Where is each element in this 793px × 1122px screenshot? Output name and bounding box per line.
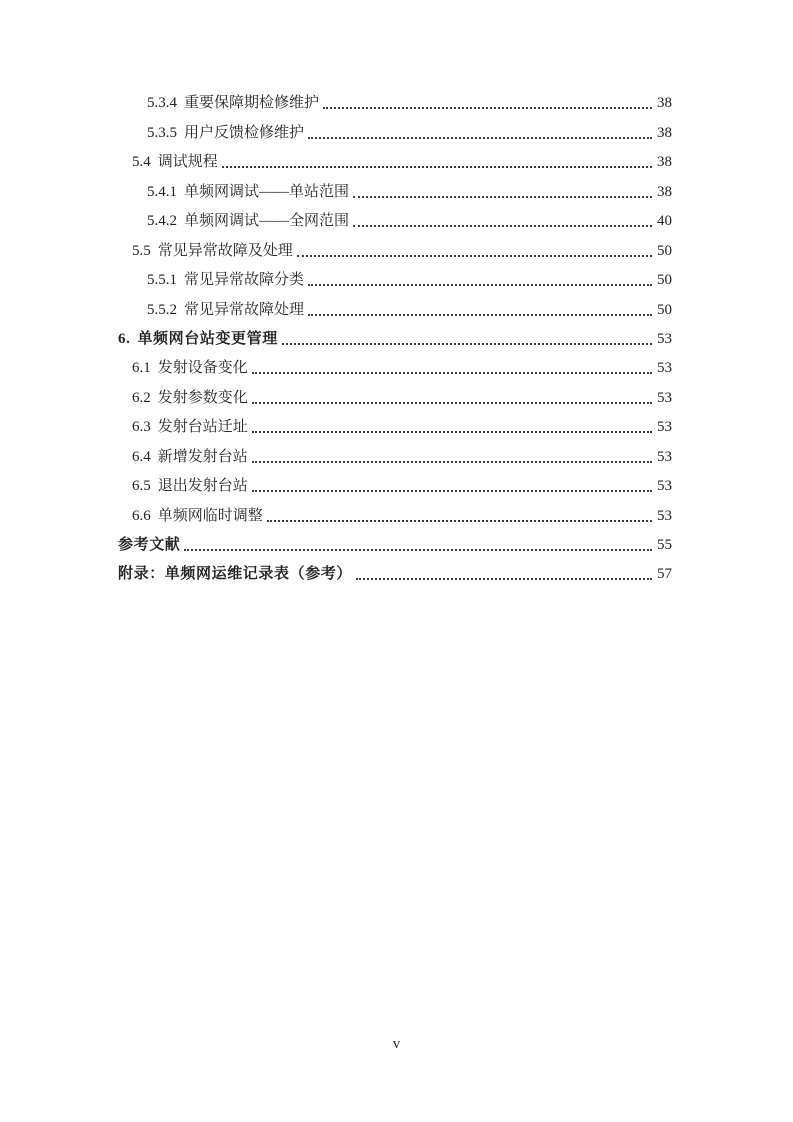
dot-leader xyxy=(252,402,652,404)
toc-entry-title: 单频网台站变更管理 xyxy=(137,330,278,347)
dot-leader xyxy=(267,520,652,522)
toc-entry-number: 6. xyxy=(118,330,131,347)
toc-entry xyxy=(118,497,672,526)
toc-entry-title: 发射设备变化 xyxy=(157,360,248,377)
toc-entry-number: 6.2 xyxy=(132,389,151,406)
toc-entry-number: 5.4.2 xyxy=(147,213,177,230)
toc-entry xyxy=(118,321,672,350)
toc-entry-number: 5.5 xyxy=(132,242,151,259)
toc-entry-page-number: 38 xyxy=(657,95,672,112)
toc-entry xyxy=(118,438,672,467)
dot-leader xyxy=(252,490,652,492)
toc-entry-number: 6.3 xyxy=(132,419,151,436)
toc-entry-page-number: 38 xyxy=(657,124,672,141)
toc-entry-page-number: 50 xyxy=(657,301,672,318)
toc-entry-title: 调试规程 xyxy=(157,154,218,171)
toc-entry xyxy=(118,468,672,497)
dot-leader xyxy=(308,314,652,316)
toc-entry-title: 附录：单频网运维记录表（参考） xyxy=(118,566,353,583)
toc-entry-page-number: 53 xyxy=(657,507,672,524)
dot-leader xyxy=(353,196,652,198)
toc-entry-page-number: 50 xyxy=(657,272,672,289)
toc-entry-title: 发射台站迁址 xyxy=(157,419,248,436)
toc-entry-page-number: 57 xyxy=(657,566,672,583)
toc-entry-number: 6.5 xyxy=(132,478,151,495)
dot-leader xyxy=(184,549,652,551)
dot-leader xyxy=(356,578,652,580)
toc-entry-title: 常见异常故障处理 xyxy=(184,301,305,318)
toc-entry xyxy=(118,350,672,379)
toc-entry-number: 5.5.1 xyxy=(147,272,177,289)
toc-entry-title: 发射参数变化 xyxy=(157,389,248,406)
toc-entry-title: 用户反馈检修维护 xyxy=(184,124,305,141)
page-number: v xyxy=(392,1036,401,1052)
toc-entry-title: 单频网调试——单站范围 xyxy=(184,183,350,200)
toc-entry-page-number: 53 xyxy=(657,448,672,465)
toc-entry xyxy=(118,114,672,143)
toc-entry-page-number: 53 xyxy=(657,330,672,347)
toc-entry xyxy=(118,144,672,173)
toc-entry-number: 5.4 xyxy=(132,154,151,171)
toc-entry-title: 常见异常故障及处理 xyxy=(157,242,293,259)
dot-leader xyxy=(282,343,652,345)
toc-entry-page-number: 50 xyxy=(657,242,672,259)
toc-entry-number: 5.4.1 xyxy=(147,183,177,200)
toc-entry xyxy=(118,85,672,114)
toc-entry xyxy=(118,409,672,438)
toc-entry-page-number: 38 xyxy=(657,154,672,171)
dot-leader xyxy=(297,255,652,257)
toc-entry-page-number: 40 xyxy=(657,213,672,230)
toc-entry xyxy=(118,291,672,320)
toc-entry xyxy=(118,527,672,556)
toc-entry xyxy=(118,173,672,202)
toc-entry-title: 单频网调试——全网范围 xyxy=(184,213,350,230)
toc-entry-number: 5.3.4 xyxy=(147,95,177,112)
toc-entry-page-number: 53 xyxy=(657,360,672,377)
dot-leader xyxy=(252,372,652,374)
toc-entry-number: 6.4 xyxy=(132,448,151,465)
toc-entry-number: 5.5.2 xyxy=(147,301,177,318)
toc-entry-title: 新增发射台站 xyxy=(157,448,248,465)
dot-leader xyxy=(222,166,652,168)
toc-entry-page-number: 53 xyxy=(657,419,672,436)
toc-entry xyxy=(118,232,672,261)
toc-entry-page-number: 55 xyxy=(657,537,672,553)
toc-entry xyxy=(118,379,672,408)
toc-entry-title: 常见异常故障分类 xyxy=(184,272,305,289)
dot-leader xyxy=(323,107,652,109)
toc-entry-title: 参考文献 xyxy=(118,537,181,553)
dot-leader xyxy=(252,431,652,433)
page-footer xyxy=(0,1036,793,1053)
toc-entry-title: 重要保障期检修维护 xyxy=(184,95,320,112)
toc-entry-number: 5.3.5 xyxy=(147,124,177,141)
toc-entry xyxy=(118,203,672,232)
toc-entry-title: 退出发射台站 xyxy=(157,478,248,495)
dot-leader xyxy=(308,137,652,139)
toc-entry-page-number: 53 xyxy=(657,389,672,406)
dot-leader xyxy=(252,461,652,463)
toc-entry-title: 单频网临时调整 xyxy=(157,507,263,524)
dot-leader xyxy=(353,225,652,227)
toc-entry xyxy=(118,556,672,585)
toc-entry-page-number: 38 xyxy=(657,183,672,200)
toc-entry-number: 6.6 xyxy=(132,507,151,524)
toc-entry-number: 6.1 xyxy=(132,360,151,377)
toc-entry xyxy=(118,262,672,291)
toc-entry-page-number: 53 xyxy=(657,478,672,495)
table-of-contents xyxy=(118,85,672,585)
dot-leader xyxy=(308,284,652,286)
